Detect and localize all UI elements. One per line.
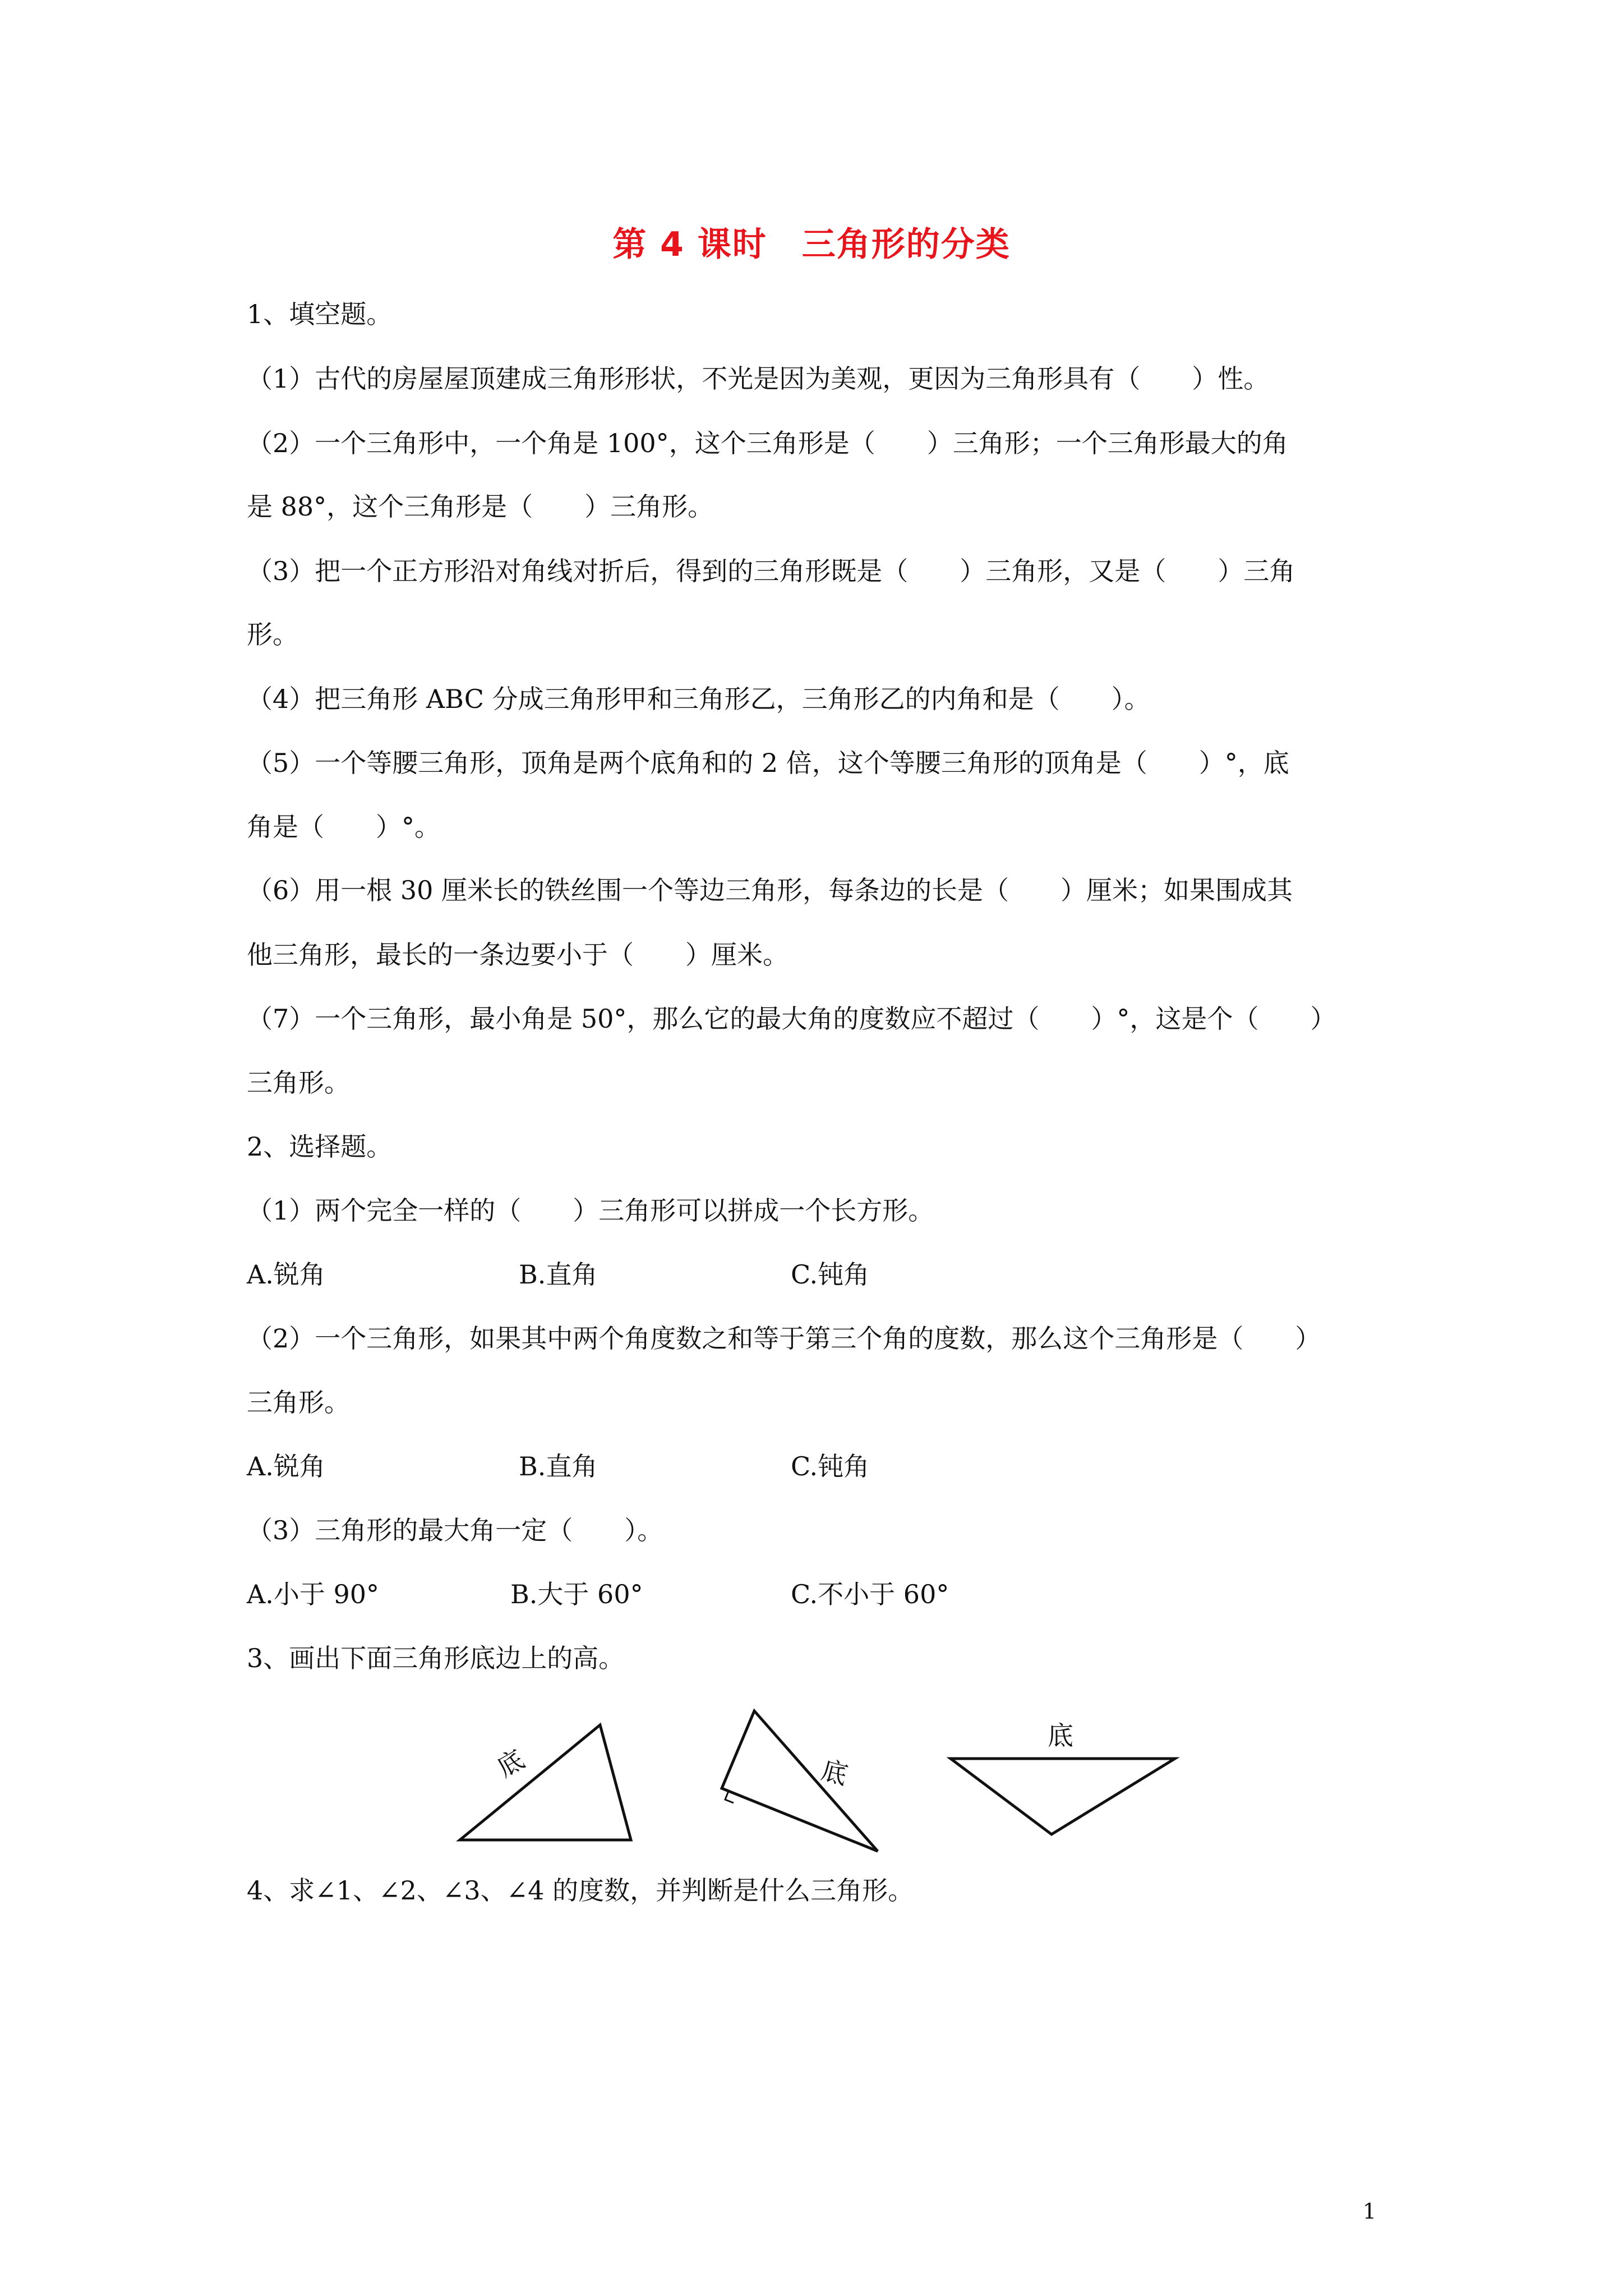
option-choice-1-a: A.锐角: [247, 1259, 325, 1290]
question-fill-3-line1: （3）把一个正方形沿对角线对折后，得到的三角形既是（ ）三角形，又是（ ）三角: [247, 556, 1295, 586]
option-choice-2-c: C.钝角: [791, 1451, 870, 1481]
option-choice-3-c: C.不小于 60°: [791, 1579, 949, 1609]
option-choice-3-a: A.小于 90°: [247, 1579, 379, 1609]
page-title: 第 4 课时 三角形的分类: [612, 225, 1011, 264]
question-fill-5-line2: 角是（ ）°。: [247, 812, 440, 842]
triangle-figure-1: [460, 1725, 631, 1840]
section-heading-draw: 3、画出下面三角形底边上的高。: [247, 1643, 625, 1673]
base-label-2: 底: [818, 1754, 851, 1791]
triangle-figure-2: [722, 1711, 878, 1851]
question-fill-7-line1: （7）一个三角形，最小角是 50°，那么它的最大角的度数应不超过（ ）°，这是个（ ）: [247, 1004, 1336, 1034]
question-choice-2-line1: （2）一个三角形，如果其中两个角度数之和等于第三个角的度数，那么这个三角形是（ ）: [247, 1323, 1321, 1354]
question-fill-2-line1: （2）一个三角形中，一个角是 100°，这个三角形是（ ）三角形；一个三角形最大的角: [247, 428, 1288, 458]
question-fill-6-line1: （6）用一根 30 厘米长的铁丝围一个等边三角形，每条边的长是（ ）厘米；如果围成其: [247, 875, 1293, 905]
question-fill-5-line1: （5）一个等腰三角形，顶角是两个底角和的 2 倍，这个等腰三角形的顶角是（ ）°，底: [247, 748, 1289, 778]
triangle-figures: [0, 1694, 1623, 1862]
question-fill-7-line2: 三角形。: [247, 1068, 350, 1098]
question-fill-2-line2: 是 88°，这个三角形是（ ）三角形。: [247, 491, 714, 522]
option-choice-1-c: C.钝角: [791, 1259, 870, 1290]
option-choice-2-b: B.直角: [519, 1451, 598, 1481]
section-heading-fill: 1、填空题。: [247, 299, 393, 329]
question-fill-3-line2: 形。: [247, 619, 298, 650]
triangle-figure-3: [951, 1759, 1175, 1834]
page-number: 1: [1362, 2199, 1376, 2224]
option-choice-3-b: B.大于 60°: [510, 1579, 643, 1609]
section-heading-choice: 2、选择题。: [247, 1131, 393, 1162]
question-fill-4: （4）把三角形 ABC 分成三角形甲和三角形乙，三角形乙的内角和是（ ）。: [247, 684, 1150, 714]
option-choice-2-a: A.锐角: [247, 1451, 325, 1481]
section-heading-angles: 4、求∠1、∠2、∠3、∠4 的度数，并判断是什么三角形。: [247, 1875, 914, 1906]
option-choice-1-b: B.直角: [519, 1259, 598, 1290]
question-fill-1: （1）古代的房屋屋顶建成三角形形状，不光是因为美观，更因为三角形具有（ ）性。: [247, 364, 1270, 394]
question-choice-3: （3）三角形的最大角一定（ ）。: [247, 1515, 663, 1545]
base-label-3: 底: [1048, 1720, 1073, 1751]
question-fill-6-line2: 他三角形，最长的一条边要小于（ ）厘米。: [247, 940, 789, 970]
question-choice-1: （1）两个完全一样的（ ）三角形可以拼成一个长方形。: [247, 1195, 934, 1226]
base-label-1: 底: [491, 1743, 529, 1783]
question-choice-2-line2: 三角形。: [247, 1387, 350, 1418]
